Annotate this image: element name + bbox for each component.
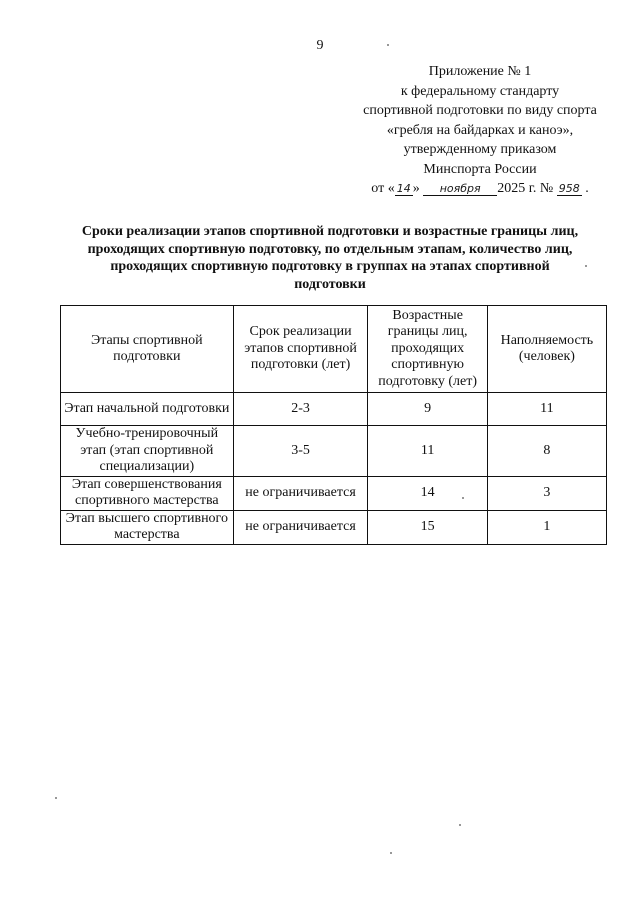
cell-stage: Учебно-тренировочный этап (этап спортивной специализации) [61, 426, 234, 477]
order-year: 2025 г. № [497, 181, 554, 196]
order-suffix: . [585, 181, 589, 196]
appendix-line: утвержденному приказом [403, 142, 557, 157]
page-number: 9 [316, 38, 324, 53]
cell-duration: не ограничивается [233, 510, 368, 544]
header-age-limits: Возрастные границы лиц, проходящих спортивную подготовку (лет) [368, 306, 487, 393]
document-title [60, 223, 600, 293]
stages-table [60, 305, 607, 545]
scan-speck [459, 824, 461, 826]
cell-age: 14 [368, 476, 487, 510]
appendix-title: Приложение № 1 [428, 64, 532, 79]
appendix-line: спортивной подготовки по виду спорта [363, 103, 597, 118]
cell-stage: Этап высшего спортивного мастерства [61, 510, 234, 544]
order-mid: » [412, 181, 420, 196]
scan-speck [387, 44, 389, 46]
header-group-size: Наполняемость (человек) [487, 306, 606, 393]
appendix-line: «гребля на байдарках и каноэ», [386, 122, 574, 138]
title-line: подготовки [294, 276, 366, 292]
title-line: проходящих спортивную подготовку, по отдельным этапам, количество лиц, [87, 241, 573, 257]
title-line: проходящих спортивную подготовку в группах на этапах спортивной [110, 259, 550, 274]
table-row [61, 426, 607, 477]
cell-stage: Этап начальной подготовки [61, 393, 234, 426]
cell-duration: 3-5 [233, 426, 368, 477]
cell-duration: не ограничивается [233, 476, 368, 510]
appendix-block [300, 62, 640, 199]
cell-size: 8 [487, 426, 606, 477]
order-number-handwritten: 958 [558, 182, 580, 195]
header-duration: Срок реализации этапов спортивной подготовки (лет) [233, 306, 368, 393]
scan-speck [55, 797, 57, 799]
cell-duration: 2-3 [233, 393, 368, 426]
appendix-line: к федеральному стандарту [400, 83, 560, 99]
appendix-line: Минспорта России [423, 161, 537, 177]
scan-speck [585, 265, 587, 267]
cell-age: 9 [368, 393, 487, 426]
title-line: Сроки реализации этапов спортивной подготовки и возрастные границы лиц, [81, 224, 579, 239]
order-day-handwritten: 14 [396, 182, 411, 195]
table-row [61, 510, 607, 544]
header-stages: Этапы спортивной подготовки [61, 306, 234, 393]
cell-size: 1 [487, 510, 606, 544]
cell-age: 11 [368, 426, 487, 477]
scan-speck [462, 497, 464, 499]
table-row [61, 476, 607, 510]
cell-size: 3 [487, 476, 606, 510]
cell-size: 11 [487, 393, 606, 426]
scan-speck [390, 852, 392, 854]
cell-stage: Этап совершенствования спортивного мастерства [61, 476, 234, 510]
order-month-handwritten: ноября [423, 182, 497, 196]
table-row [61, 393, 607, 426]
table-header-row [61, 306, 607, 393]
order-prefix: от « [371, 181, 395, 196]
cell-age: 15 [368, 510, 487, 544]
order-line [300, 179, 640, 199]
